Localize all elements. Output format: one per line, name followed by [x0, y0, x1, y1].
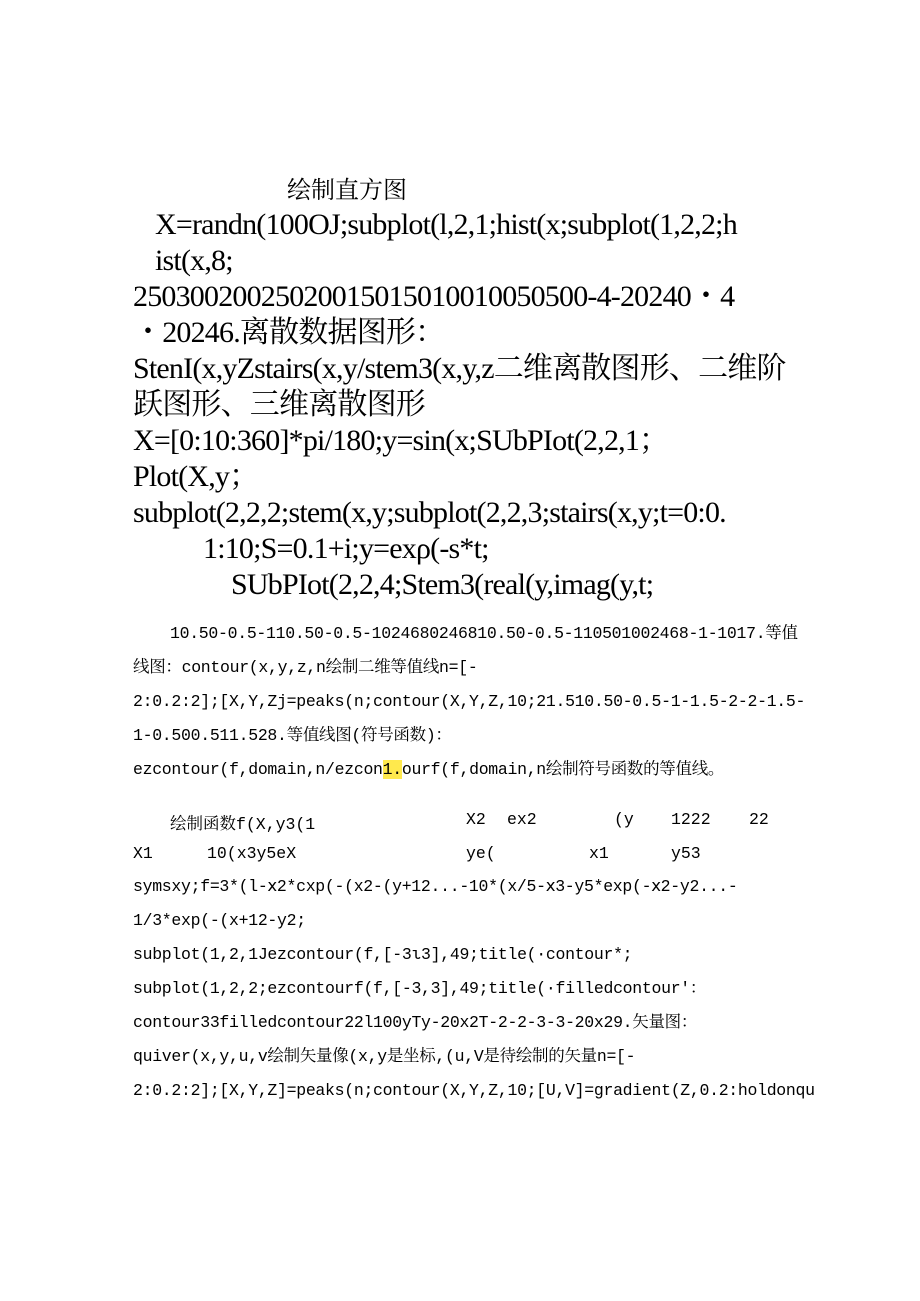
code-line: Plot(X,y；: [133, 460, 259, 493]
text-line: 线图：contour(x,y,z,n绘制二维等值线n=[-: [133, 658, 478, 677]
code-line: ・20246.离散数据图形：: [133, 316, 445, 349]
highlighted-text: 1.: [382, 760, 402, 779]
text-line: 2:0.2:2];[X,Y,Z]=peaks(n;contour(X,Y,Z,10;[U,V]=gradient(Z,0.2:holdonqu: [133, 1081, 815, 1100]
formula-cell: 10(x3y5eX: [207, 844, 297, 863]
code-line: subplot(2,2,2;stem(x,y;subplot(2,2,3;stairs(x,y;t=0:0.: [133, 496, 726, 529]
formula-cell: 22: [749, 810, 769, 829]
formula-cell: X2: [466, 810, 486, 829]
text-line: [133, 759, 724, 781]
formula-cell: y53: [671, 844, 701, 863]
code-line: X=randn(100OJ;subplot(l,2,1;hist(x;subplot(1,2,2;h: [155, 208, 737, 241]
code-line: 25030020025020015015010010050500-4-20240・4: [133, 280, 735, 313]
code-line: StenI(x,yZstairs(x,y/stem3(x,y,z二维离散图形、二维阶: [133, 352, 786, 385]
formula-cell: (y: [614, 810, 634, 829]
code-line: SUbPIot(2,2,4;Stem3(real(y,imag(y,t;: [231, 568, 654, 601]
text-line: 1-0.500.511.528.等值线图(符号函数)：: [133, 726, 452, 745]
formula-cell: 1222: [671, 810, 711, 829]
text-line: 2:0.2:2];[X,Y,Zj=peaks(n;contour(X,Y,Z,10;21.510.50-0.5-1-1.5-2-2-1.5-: [133, 692, 806, 711]
code-line: X=[0:10:360]*pi/180;y=sin(x;SUbPIot(2,2,1；: [133, 424, 669, 457]
formula-cell: ex2: [507, 810, 537, 829]
formula-cell: 绘制函数f(X,y3(1: [170, 815, 316, 834]
text-line: quiver(x,y,u,v绘制矢量像(x,y是坐标,(u,V是待绘制的矢量n=[-: [133, 1047, 636, 1066]
formula-cell: x1: [589, 844, 609, 863]
text-line: contour33filledcontour22l100yTy-20x2T-2-2-3-3-20x29.矢量图：: [133, 1013, 698, 1032]
text-line: symsxy;f=3*(l-ⅹ2*cxp(-(x2-(y+12...-10*(x/5-ⅹ3-y5*exp(-ⅹ2-y2...-: [133, 877, 738, 896]
code-line: 1:10;S=0.1+i;y=exρ(-s*t;: [203, 532, 489, 565]
text-line: 1/3*exp(-(x+12-y2;: [133, 911, 306, 930]
text-line: subplot(1,2,1Jezcontour(f,[-3ι3],49;title(·contour*;: [133, 945, 633, 964]
formula-cell: ye(: [466, 844, 496, 863]
code-line: ist(x,8;: [155, 244, 233, 277]
text-segment: ourf(f,domain,n绘制符号函数的等值线。: [401, 760, 725, 779]
section-title: 绘制直方图: [287, 176, 407, 204]
formula-cell: X1: [133, 844, 153, 863]
text-line: subplot(1,2,2;ezcontourf(f,[-3,3],49;title(·filledcontour'：: [133, 979, 707, 998]
text-line: 10.50-0.5-110.50-0.5-1024680246810.50-0.5-110501002468-1-1017.等值: [170, 624, 798, 643]
text-segment: ezcontour(f,domain,n/ezcon: [133, 760, 383, 779]
code-line: 跃图形、三维离散图形: [133, 388, 425, 421]
